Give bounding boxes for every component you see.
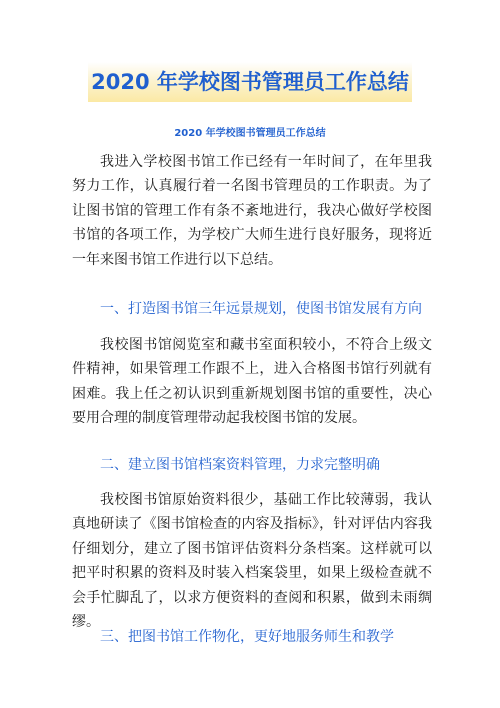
section-heading-1: 一、打造图书馆三年远景规划，使图书馆发展有方向 bbox=[100, 301, 422, 317]
paragraph-intro: 我进入学校图书馆工作已经有一年时间了，在年里我努力工作，认真履行着一名图书管理员的工作职责。为了让图书馆的管理工作有条不紊地进行，我决心做好学校图书馆的各项工作，为学校广大师生进行良好服务，现将近一年来图书馆工作进行以下总结。 bbox=[72, 154, 432, 268]
sub-title: 2020 年学校图书管理员工作总结 bbox=[174, 128, 326, 139]
section-heading-2: 二、建立图书馆档案资料管理，力求完整明确 bbox=[100, 457, 380, 473]
paragraph-section-2: 我校图书馆原始资料很少，基础工作比较薄弱，我认真地研读了《图书馆检查的内容及指标》，针对评估内容我仔细划分，建立了图书馆评估资料分条档案。这样就可以把平时积累的资料及时装入档案袋里，如果上级检查就不会手忙脚乱了，以求方便资料的查阅和积累，做到未雨绸缪。 bbox=[72, 492, 432, 631]
paragraph-section-1: 我校图书馆阅览室和藏书室面积较小，不符合上级文件精神，如果管理工作跟不上，进入合格图书馆行列就有困难。我上任之初认识到重新规划图书馆的重要性，决心要用合理的制度管理带动起我校图书馆的发展。 bbox=[72, 337, 432, 427]
section-heading-3: 三、把图书馆工作物化，更好地服务师生和教学 bbox=[100, 629, 394, 645]
main-title: 2020 年学校图书管理员工作总结 bbox=[88, 62, 412, 102]
